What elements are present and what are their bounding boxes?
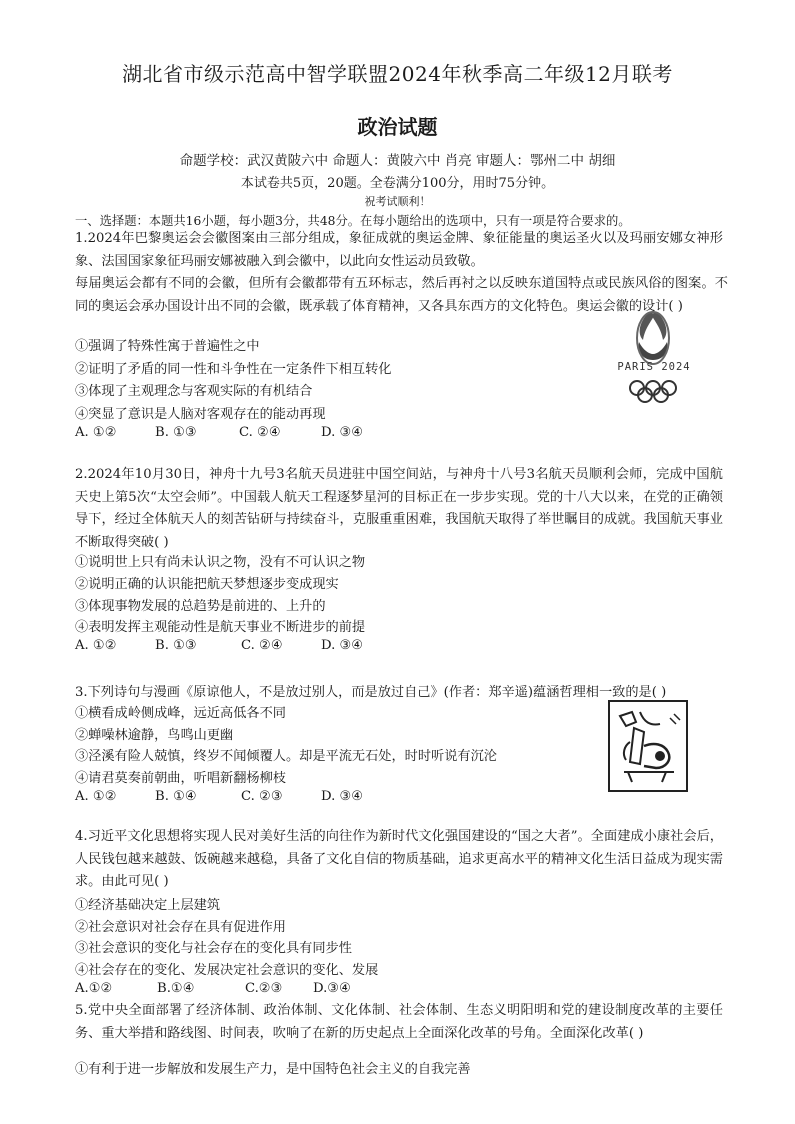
q4-answer-c: C.②③: [245, 981, 283, 996]
q2-answer-c: C. ②④: [241, 638, 283, 653]
q4-option-3: ③社会意识的变化与社会存在的变化具有同步性: [75, 941, 352, 956]
q2-option-1: ①说明世上只有尚未认识之物，没有不可认识之物: [75, 555, 366, 570]
q1-answer-a: A. ①②: [75, 425, 117, 440]
q2-answer-d: D. ③④: [321, 638, 364, 653]
q3-option-4: ④请君莫奏前朝曲，听唱新翻杨柳枝: [75, 771, 286, 786]
exam-title: 湖北省市级示范高中智学联盟2024年秋季高二年级12月联考: [122, 62, 673, 86]
q2-answer-a: A. ①②: [75, 638, 117, 653]
q4-answer-a: A.①②: [75, 981, 113, 996]
q3-answer-b: B. ①④: [155, 789, 197, 804]
q3-answers: [75, 789, 363, 804]
author-line: 命题学校：武汉黄陂六中 命题人：黄陂六中 肖亮 审题人：鄂州二中 胡细: [179, 153, 616, 169]
q2-answer-b: B. ①③: [155, 638, 197, 653]
q1-stem-b: 每届奥运会都有不同的会徽，但所有会徽都带有五环标志，然后再衬之以反映东道国特点或民族风俗的图案。不同的奥运会承办国设计出不同的会徽，既承载了体育精神，又各具东西方的文化特色。奥运会徽的设计( ): [75, 276, 728, 314]
subject-title: 政治试题: [357, 115, 438, 139]
q3-stem: 3.下列诗句与漫画《原谅他人，不是放过别人，而是放过自己》(作者：郑辛遥)蕴涵哲理相一致的是( ): [75, 685, 667, 700]
logo-text: PARIS 2024: [617, 361, 691, 373]
q4-option-1: ①经济基础决定上层建筑: [75, 898, 221, 913]
paris-2024-logo: [611, 308, 697, 408]
q1-option-3: ③体现了主观理念与客观实际的有机结合: [75, 384, 313, 399]
q3-option-1: ①横看成岭侧成峰，远近高低各不同: [75, 706, 286, 721]
wish-text: 祝考试顺利！: [364, 195, 431, 208]
comic-drawing-icon: [610, 702, 686, 790]
q2-stem: 2.2024年10月30日，神舟十九号3名航天员进驻中国空间站，与神舟十八号3名航天员顺利会师，完成中国航天史上第5次“太空会师”。中国载人航天工程逐梦星河的目标正在一步步实现。党的十八大以来，在党的正确领导下，经过全体航天人的刻苦钻研与持续奋斗，克服重重困难，我国航天取得了举世瞩目的成就。我国航天事业不断取得突破( ): [75, 467, 723, 550]
q4-answer-b: B.①④: [157, 981, 195, 996]
q5-stem: 5.党中央全面部署了经济体制、政治体制、文化体制、社会体制、生态义明阳明和党的建设制度改革的主要任务、重大举措和路线图、时间表，吹响了在新的历史起点上全面深化改革的号角。全面深化改革( ): [75, 1003, 723, 1041]
q3-answer-d: D. ③④: [321, 789, 364, 804]
q4-stem: 4.习近平文化思想将实现人民对美好生活的向往作为新时代文化强国建设的“国之大者”。全面建成小康社会后，人民钱包越来越鼓、饭碗越来越稳，具备了文化自信的物质基础，追求更高水平的精神文化生活日益成为现实需求。由此可见( ): [75, 829, 723, 889]
q1-option-4: ④突显了意识是人脑对客观存在的能动再现: [75, 407, 326, 422]
q4-answer-d: D.③④: [313, 981, 351, 996]
q1-answer-c: C. ②④: [239, 425, 281, 440]
q1-answer-b: B. ①③: [155, 425, 197, 440]
q3-answer-c: C. ②③: [241, 789, 283, 804]
q1-answer-d: D. ③④: [321, 425, 364, 440]
q4-option-4: ④社会存在的变化、发展决定社会意识的变化、发展: [75, 963, 379, 978]
section-instructions: 一、选择题：本题共16小题，每小题3分，共48分。在每小题给出的选项中，只有一项是符合要求的。: [75, 214, 631, 228]
q2-option-2: ②说明正确的认识能把航天梦想逐步变成现实: [75, 577, 339, 592]
q4-answers: [75, 981, 351, 996]
paper-info: 本试卷共5页，20题。全卷满分100分，用时75分钟。: [240, 176, 555, 191]
olympic-logo-graphic: [611, 308, 697, 408]
q3-answer-a: A. ①②: [75, 789, 117, 804]
q3-option-2: ②蝉噪林逾静，鸟鸣山更幽: [75, 728, 234, 743]
q2-answers: [75, 638, 363, 653]
q1-answers: [75, 425, 363, 440]
q2-option-4: ④表明发挥主观能动性是航天事业不断进步的前提: [75, 620, 366, 635]
q4-option-2: ②社会意识对社会存在具有促进作用: [75, 920, 286, 935]
q1-stem-a: 1.2024年巴黎奥运会会徽图案由三部分组成，象征成就的奥运金牌、象征能量的奥运圣火以及玛丽安娜女神形象、法国国家象征玛丽安娜被融入到会徽中，以此向女性运动员致敬。: [75, 231, 723, 269]
q1-option-2: ②证明了矛盾的同一性和斗争性在一定条件下相互转化: [75, 362, 392, 377]
q5-option-1: ①有利于进一步解放和发展生产力，是中国特色社会主义的自我完善: [75, 1062, 471, 1077]
comic-illustration: [608, 700, 688, 792]
q3-option-3: ③泾溪有险人兢慎，终岁不闻倾覆人。却是平流无石处，时时听说有沉沦: [75, 749, 497, 764]
q2-option-3: ③体现事物发展的总趋势是前进的、上升的: [75, 599, 326, 614]
q1-option-1: ①强调了特殊性寓于普遍性之中: [75, 339, 260, 354]
